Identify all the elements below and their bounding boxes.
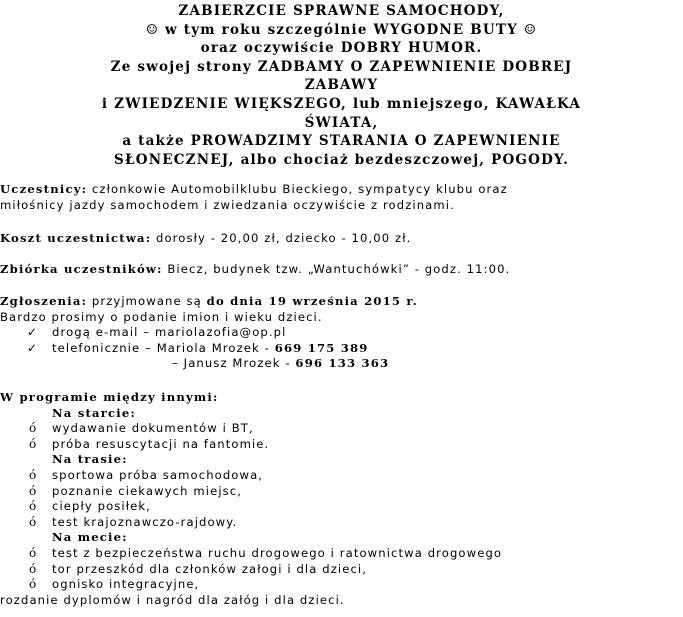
registration-email-item [0,325,680,341]
meeting-label: Zbiórka uczestników: [0,262,163,276]
program-title: W programie między innymi: [0,390,219,404]
header-line-8: a także PROWADZIMY STARANIA O ZAPEWNIENIE [122,133,561,150]
registration-line [0,294,680,310]
header-line-2 [0,21,683,40]
meeting-text: Biecz, budynek tzw. „Wantuchówki” - godz. 11:00. [162,262,511,276]
registration-label: Zgłoszenia: [0,294,88,308]
participants-text-1: członkowie Automobilklubu Bieckiego, sympatycy klubu oraz [87,182,508,196]
header-line-1: ZABIERZCIE SPRAWNE SAMOCHODY, [178,3,505,19]
check-icon: ✓ [27,325,39,340]
registration-section [0,294,680,372]
smiley-icon: ☺ [145,21,160,38]
registration-email: drogą e-mail – mariolazofia@op.pl [52,325,287,340]
list-item [0,437,680,453]
list-item-text: ciepły posiłek, [52,499,151,514]
participants-label: Uczestnicy: [0,182,88,196]
bullet-icon: ó [29,545,38,560]
bullet-icon: ó [29,421,38,436]
list-item [0,499,680,515]
registration-phone-2-item [0,356,680,372]
registration-phone-item [0,341,680,357]
list-item [0,421,680,437]
list-item-text: ognisko integracyjne, [52,577,200,592]
list-item-text: sportowa próba samochodowa, [52,467,264,482]
participants-line-2: miłośnicy jazdy samochodem i zwiedzania oczywiście z rodzinami. [0,197,455,212]
header-line-6: i ZWIEDZENIE WIĘKSZEGO, lub mniejszego, KAWAŁKA [101,95,582,112]
bullet-icon: ó [29,436,38,451]
meeting-line [0,262,680,278]
list-item-text: wydawanie dokumentów i BT, [52,421,254,436]
participants-section [0,182,680,213]
header-line-9: SŁONECZNEJ, albo chociaż bezdeszczowej, POGODY. [114,151,569,168]
registration-request: Bardzo prosimy o podanie imion i wieku dzieci. [0,309,323,324]
registration-phone-prefix: telefonicznie – Mariola Mrozek - [52,340,275,355]
list-item [0,484,680,500]
registration-text: przyjmowane są [87,294,207,308]
bullet-icon: ó [29,467,38,482]
list-item [0,515,680,531]
list-item-text: próba resuscytacji na fantomie. [52,436,270,451]
header-line-5: ZABAWY [304,77,379,94]
bullet-icon: ó [29,514,38,529]
registration-deadline: do dnia 19 września 2015 r. [206,294,418,308]
program-closing: rozdanie dyplomów i nagród dla załóg i dla dzieci. [0,592,345,607]
bullet-icon: ó [29,577,38,592]
program-route-heading: Na trasie: [52,452,128,467]
announcement-header [0,2,683,169]
cost-text: dorosły - 20,00 zł, dziecko - 10,00 zł. [151,231,412,245]
cost-section [0,231,680,247]
program-start-heading: Na starcie: [52,405,136,420]
header-line-4: Ze swojej strony ZADBAMY O ZAPEWNIENIE DOBREJ [110,58,573,75]
list-item [0,468,680,484]
list-item-text: poznanie ciekawych miejsc, [52,483,243,498]
header-line-3: oraz oczywiście DOBRY HUMOR. [200,40,483,57]
smiley-icon: ☺ [523,21,538,38]
program-finish-heading: Na mecie: [52,530,128,545]
registration-phone-1: 669 175 389 [274,340,369,355]
bullet-icon: ó [29,561,38,576]
list-item [0,546,680,562]
registration-phone-2-prefix: – Janusz Mrozek - [172,356,296,371]
header-line-7: ŚWIATA, [304,114,379,131]
check-icon: ✓ [27,340,39,355]
registration-phone-2: 696 133 363 [295,356,390,371]
header-line-2-text: w tym roku szczególnie WYGODNE BUTY [159,21,524,38]
participants-line-1 [0,182,680,198]
list-item [0,577,680,593]
list-item-text: tor przeszkód dla członków załogi i dla dzieci, [52,561,368,576]
program-section [0,390,680,608]
bullet-icon: ó [29,499,38,514]
list-item-text: test krajoznawczo-rajdowy. [52,514,238,529]
bullet-icon: ó [29,483,38,498]
cost-line [0,231,680,247]
list-item-text: test z bezpieczeństwa ruchu drogowego i ratownictwa drogowego [52,545,503,560]
meeting-section [0,262,680,278]
cost-label: Koszt uczestnictwa: [0,231,152,245]
list-item [0,562,680,578]
